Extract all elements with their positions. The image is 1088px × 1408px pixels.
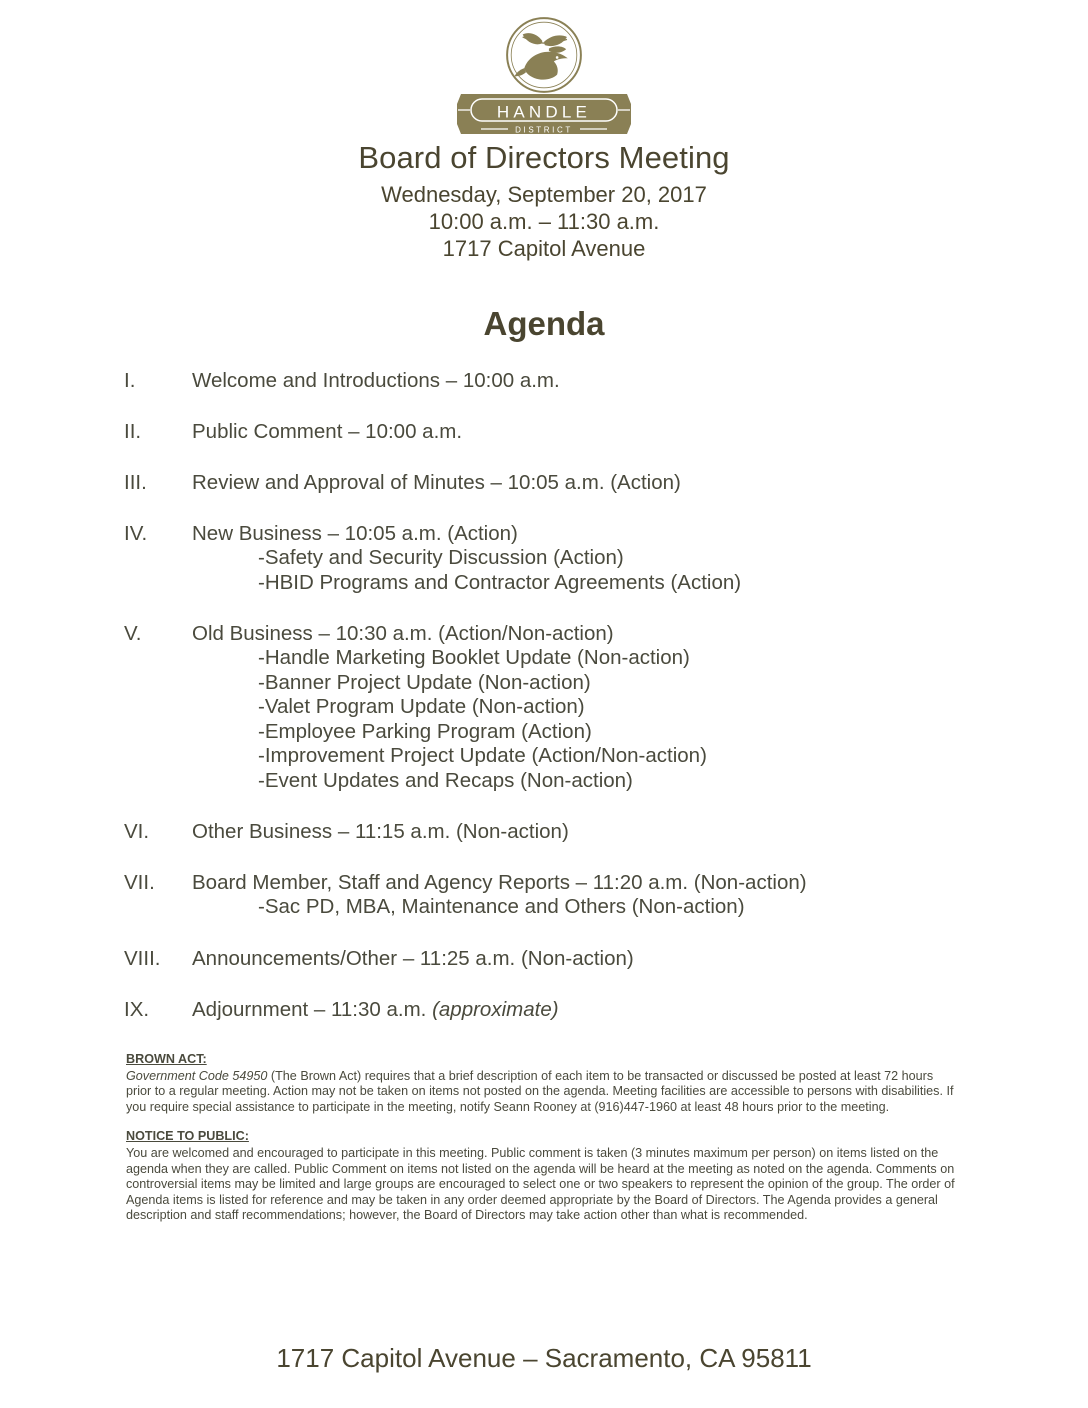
agenda-item-main bbox=[124, 946, 984, 971]
agenda-subitem-list bbox=[124, 546, 984, 595]
agenda-item bbox=[124, 621, 984, 793]
agenda-item-numeral: I. bbox=[124, 369, 136, 392]
meeting-location: 1717 Capitol Avenue bbox=[442, 236, 646, 261]
brown-act-heading: BROWN ACT: bbox=[126, 1052, 207, 1066]
agenda-item-text bbox=[192, 946, 984, 971]
agenda-subitem: -HBID Programs and Contractor Agreements (Action) bbox=[258, 570, 742, 594]
notice-to-public-heading: NOTICE TO PUBLIC: bbox=[126, 1129, 249, 1144]
logo-banner-shape-icon bbox=[453, 90, 635, 138]
meeting-date: Wednesday, September 20, 2017 bbox=[381, 182, 707, 207]
agenda-item bbox=[124, 470, 984, 495]
logo-handle-text: HANDLE bbox=[496, 102, 592, 122]
agenda-subitem: -Event Updates and Recaps (Non-action) bbox=[258, 768, 633, 792]
agenda-item bbox=[124, 946, 984, 971]
agenda-item-text bbox=[192, 997, 984, 1022]
agenda-item-numeral: VII. bbox=[124, 871, 155, 894]
footer-address: 1717 Capitol Avenue – Sacramento, CA 95811 bbox=[276, 1343, 812, 1373]
agenda-item-main bbox=[124, 419, 984, 444]
agenda-item-label: Other Business – 11:15 a.m. (Non-action) bbox=[192, 820, 569, 843]
logo-wordmark-banner bbox=[453, 90, 635, 138]
notice-to-public-body: You are welcomed and encouraged to participate in this meeting. Public comment is taken (3 minutes maximum per person) on items listed on the agenda when they are called. Public Comment on items not listed on the agenda will be heard at the meeting as noted on the agenda. Comments on controversial items may be limited and large groups are encouraged to select one or two speakers to represent the opinion of the group. The order of Agenda items is listed for reference and may be taken in any order deemed appropriate by the Board of Directors. The Agenda provides a general description and staff recommendations; however, the Board of Directors may take action other than what is recommended. bbox=[126, 1145, 955, 1223]
agenda-subitem: -Banner Project Update (Non-action) bbox=[258, 670, 591, 694]
agenda-item-numeral: IX. bbox=[124, 997, 150, 1021]
bird-and-leaves-emblem-icon bbox=[503, 14, 585, 96]
agenda-item-numeral: V. bbox=[124, 622, 142, 645]
agenda-item-label: Review and Approval of Minutes – 10:05 a.m. (Action) bbox=[192, 471, 681, 494]
brown-act-block bbox=[126, 1052, 956, 1115]
agenda-item-label: New Business – 10:05 a.m. (Action) bbox=[192, 522, 518, 545]
agenda-item bbox=[124, 819, 984, 844]
agenda-item-label: Welcome and Introductions – 10:00 a.m. bbox=[192, 369, 560, 392]
agenda-item-text bbox=[192, 621, 984, 646]
agenda-item-label: Announcements/Other – 11:25 a.m. (Non-action) bbox=[192, 946, 634, 970]
agenda-item-main bbox=[124, 521, 984, 546]
agenda-subitem-list bbox=[124, 646, 984, 793]
agenda-item-main bbox=[124, 870, 984, 895]
agenda-list bbox=[124, 368, 984, 1022]
agenda-item-text bbox=[192, 870, 984, 895]
meeting-time: 10:00 a.m. – 11:30 a.m. bbox=[428, 209, 660, 234]
agenda-item-label: Old Business – 10:30 a.m. (Action/Non-action) bbox=[192, 622, 614, 645]
logo-district-text: DISTRICT bbox=[515, 125, 573, 135]
agenda-item-numeral: IV. bbox=[124, 522, 148, 545]
agenda-item-main bbox=[124, 368, 984, 393]
agenda-subitem: -Valet Program Update (Non-action) bbox=[258, 695, 585, 718]
agenda-item-numeral: III. bbox=[124, 471, 147, 494]
page-title: Board of Directors Meeting bbox=[358, 140, 730, 175]
agenda-item-numeral: II. bbox=[124, 420, 142, 443]
notice-to-public-block bbox=[126, 1129, 956, 1224]
agenda-subitem: -Sac PD, MBA, Maintenance and Others (Non-action) bbox=[258, 895, 745, 918]
agenda-item bbox=[124, 368, 984, 393]
brown-act-body-text: (The Brown Act) requires that a brief description of each item to be transacted or discussed be posted at least 72 hours prior to a regular meeting. Action may not be taken on items not posted on the agenda. Meeting facilities are accessible to persons with disabilities. If you require special assistance to participate in the meeting, notify Seann Rooney at (916)447-1960 at least 48 hours prior to the meeting. bbox=[126, 1068, 954, 1114]
agenda-item-label: Adjournment – 11:30 a.m. bbox=[192, 997, 433, 1021]
agenda-subitem: -Safety and Security Discussion (Action) bbox=[258, 546, 624, 569]
agenda-item-text bbox=[192, 419, 984, 444]
agenda-item-text bbox=[192, 819, 984, 844]
agenda-item-label: Board Member, Staff and Agency Reports – 11:20 a.m. (Non-action) bbox=[192, 871, 807, 894]
brown-act-body bbox=[126, 1069, 956, 1116]
agenda-item-main bbox=[124, 997, 984, 1022]
agenda-subitem-list bbox=[124, 895, 984, 920]
agenda-item-main bbox=[124, 621, 984, 646]
agenda-subitem: -Improvement Project Update (Action/Non-action) bbox=[258, 744, 707, 767]
handle-district-logo bbox=[0, 14, 1088, 138]
agenda-item bbox=[124, 521, 984, 595]
agenda-item-numeral: VI. bbox=[124, 820, 150, 843]
agenda-item-label: Public Comment – 10:00 a.m. bbox=[192, 420, 463, 443]
agenda-item-text bbox=[192, 368, 984, 393]
agenda-item bbox=[124, 870, 984, 920]
brown-act-code-citation: Government Code 54950 bbox=[126, 1068, 268, 1083]
meeting-details bbox=[0, 181, 1088, 262]
agenda-item-text bbox=[192, 470, 984, 495]
agenda-subitem: -Employee Parking Program (Action) bbox=[258, 719, 592, 743]
agenda-item-note: (approximate) bbox=[432, 997, 559, 1021]
agenda-subitem: -Handle Marketing Booklet Update (Non-action) bbox=[258, 646, 690, 669]
agenda-item-text bbox=[192, 521, 984, 546]
notices-section bbox=[126, 1052, 956, 1224]
agenda-item-main bbox=[124, 819, 984, 844]
agenda-item-main bbox=[124, 470, 984, 495]
agenda-heading: Agenda bbox=[483, 305, 605, 342]
agenda-item-numeral: VIII. bbox=[124, 946, 161, 970]
agenda-item bbox=[124, 997, 984, 1022]
agenda-item bbox=[124, 419, 984, 444]
